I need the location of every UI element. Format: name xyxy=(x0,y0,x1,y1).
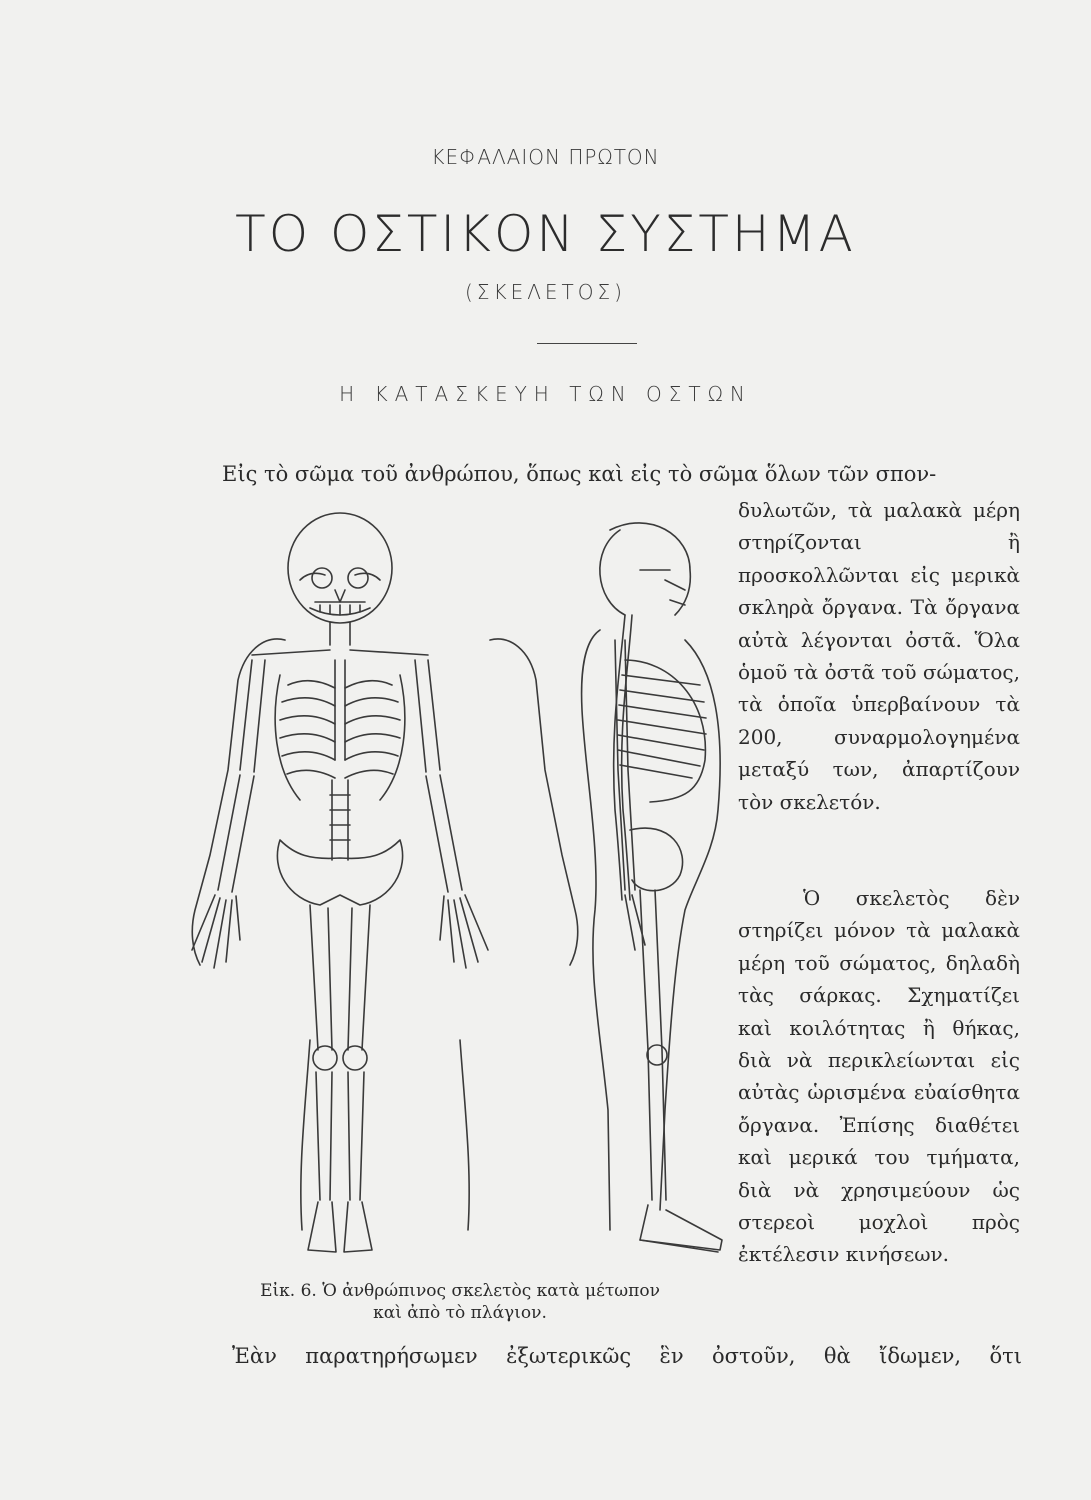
text-column-upper xyxy=(738,494,1020,818)
title-divider xyxy=(537,343,637,344)
skeleton-illustration xyxy=(170,510,730,1280)
section-heading: Η ΚΑΤΑΣΚΕΥΗ ΤΩΝ ΟΣΤΩΝ xyxy=(339,382,752,406)
chapter-label: ΚΕΦΑΛΑΙΟΝ ΠΡΩΤΟΝ xyxy=(431,145,660,169)
chapter-subtitle: (ΣΚΕΛΕΤΟΣ) xyxy=(465,280,626,304)
figure-caption-line-1: Εἰκ. 6. Ὁ ἀνθρώπινος σκελετὸς κατὰ μέτωπον xyxy=(260,1281,660,1301)
chapter-title: ΤΟ ΟΣΤΙΚΟΝ ΣΥΣΤΗΜΑ xyxy=(235,205,856,263)
body-paragraph-1: δυλωτῶν, τὰ μαλακὰ μέρη στηρίζονται ἢ προσκολλῶνται εἰς μερικὰ σκληρὰ ὄργανα. Τὰ ὄργανα αὐτὰ λέγονται ὀστᾶ. Ὅλα ὁμοῦ τὰ ὀστᾶ τοῦ σώματος, τὰ ὁποῖα ὑπερβαίνουν τὰ 200, συναρμολογημένα μεταξύ των, ἀπαρτίζουν τὸν σκελετόν. xyxy=(738,498,1020,814)
figure-caption xyxy=(200,1280,720,1324)
intro-line: Εἰς τὸ σῶμα τοῦ ἀνθρώπου, ὅπως καὶ εἰς τὸ σῶμα ὅλων τῶν σπον- xyxy=(222,462,937,486)
text-column-lower xyxy=(738,882,1020,1271)
body-paragraph-2: Ὁ σκελετὸς δὲν στηρίζει μόνον τὰ μαλακὰ μέρη τοῦ σώματος, δηλαδὴ τὰς σάρκας. Σχηματίζει καὶ κοιλότητας ἢ θήκας, διὰ νὰ περικλείωνται εἰς αὐτὰς ὡρισμένα εὐαίσθητα ὄργανα. Ἐπίσης διαθέτει καὶ μερικά του τμήματα, διὰ νὰ χρησιμεύουν ὡς στερεοὶ μοχλοὶ πρὸς ἐκτέλεσιν κινήσεων. xyxy=(738,886,1020,1267)
front-skeleton-figure xyxy=(192,513,578,1252)
figure-caption-line-2: καὶ ἀπὸ τὸ πλάγιον. xyxy=(373,1303,547,1323)
closing-line: Ἐὰν παρατηρήσωμεν ἐξωτερικῶς ἓν ὀστοῦν, θὰ ἴδωμεν, ὅτι xyxy=(232,1344,1022,1368)
side-skeleton-figure xyxy=(582,523,722,1252)
